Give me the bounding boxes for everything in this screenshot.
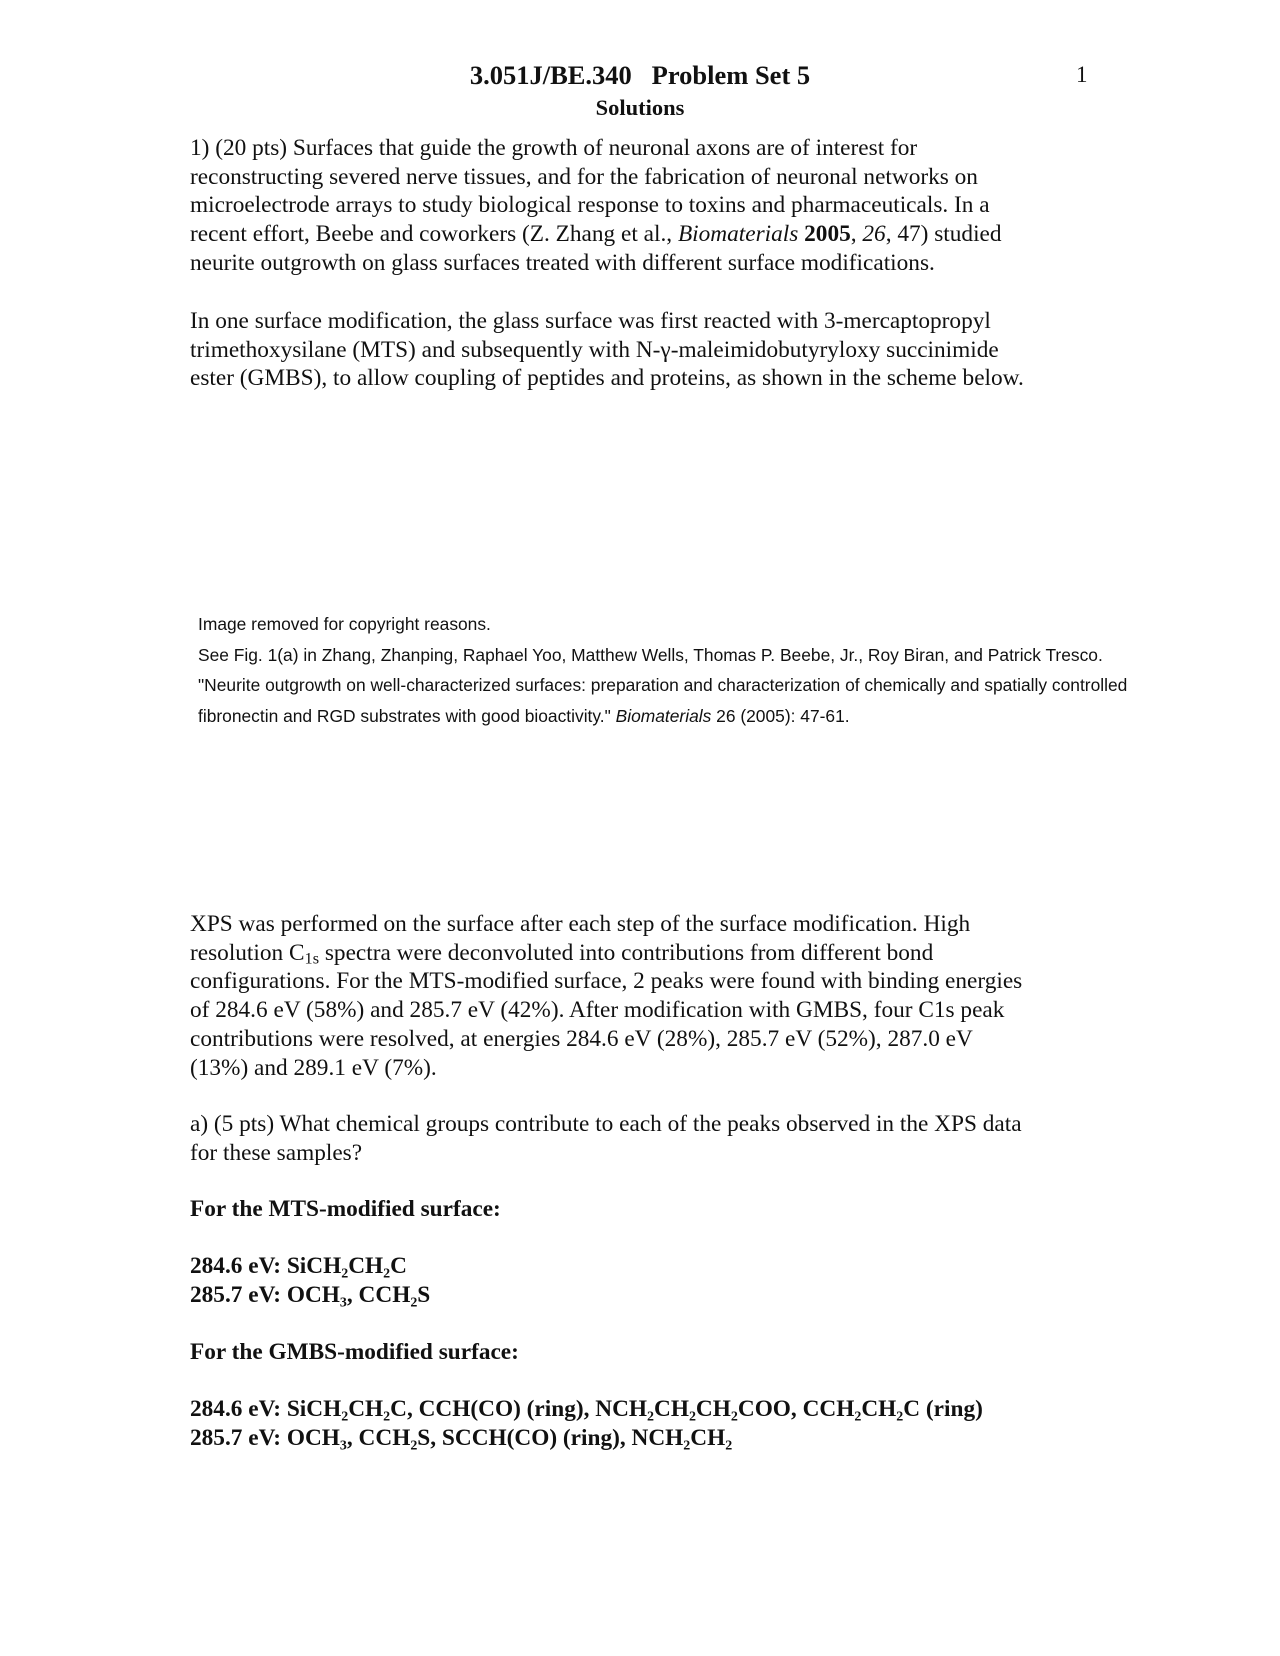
notice-citation-prefix: fibronectin and RGD substrates with good bioactivity." (198, 705, 616, 726)
xps-line: XPS was performed on the surface after each step of the surface modification. High (190, 911, 971, 937)
modification-paragraph (190, 307, 1090, 393)
xps-line-suffix: spectra were deconvoluted into contributions from different bond (319, 939, 934, 966)
xps-line: contributions were resolved, at energies 284.6 eV (28%), 285.7 eV (52%), 287.0 eV (190, 1025, 973, 1052)
page-subtitle: Solutions (595, 95, 685, 120)
intro-line-citation (190, 220, 1090, 249)
xps-line: of 284.6 eV (58%) and 285.7 eV (42%). After modification with GMBS, four C1s peak (190, 997, 1005, 1024)
modification-line: ester (GMBS), to allow coupling of peptides and proteins, as shown in the scheme below. (190, 365, 1024, 392)
citation-suffix: , 47) studied (885, 221, 1002, 248)
page-title: 3.051J/BE.340 Problem Set 5 (469, 60, 811, 90)
citation-separator: , (850, 221, 863, 248)
intro-line: 1) (20 pts) Surfaces that guide the growth of neuronal axons are of interest for (190, 135, 918, 161)
page-number: 1 (1076, 62, 1088, 87)
mts-peak-284: 284.6 eV: SiCH₂CH₂C (190, 1253, 407, 1279)
gmbs-peak-284: 284.6 eV: SiCH₂CH₂C, CCH(CO) (ring), NCH₂CH₂CH₂COO, CCH₂CH₂C (ring) (190, 1396, 983, 1422)
mts-peak-285: 285.7 eV: OCH₃, CCH₂S (190, 1282, 431, 1308)
image-removed-notice (198, 609, 1127, 731)
intro-paragraph (190, 134, 1090, 278)
intro-line: reconstructing severed nerve tissues, and for the fabrication of neuronal networks on (190, 163, 978, 190)
mts-heading: For the MTS-modified surface: (190, 1196, 501, 1222)
question-line: a) (5 pts) What chemical groups contribute to each of the peaks observed in the XPS data (190, 1111, 1022, 1137)
notice-line: "Neurite outgrowth on well-characterized surfaces: preparation and characterization of chemically and spatially controlled (198, 675, 1128, 695)
modification-line: In one surface modification, the glass surface was first reacted with 3-mercaptopropyl (190, 308, 991, 334)
xps-line: (13%) and 289.1 eV (7%). (190, 1054, 437, 1081)
journal-name: Biomaterials (677, 221, 799, 248)
gmbs-heading: For the GMBS-modified surface: (190, 1339, 519, 1365)
notice-journal-name: Biomaterials (615, 705, 712, 726)
intro-line: neurite outgrowth on glass surfaces treated with different surface modifications. (190, 249, 935, 276)
notice-citation-suffix: 26 (2005): 47-61. (711, 705, 850, 726)
citation-prefix: recent effort, Beebe and coworkers (Z. Zhang et al., (190, 221, 678, 248)
intro-line: microelectrode arrays to study biological response to toxins and pharmaceuticals. In a (190, 192, 990, 219)
notice-line: Image removed for copyright reasons. (198, 614, 491, 634)
xps-line: configurations. For the MTS-modified surface, 2 peaks were found with binding energies (190, 968, 1023, 995)
part-a-question (190, 1110, 1090, 1167)
notice-line: See Fig. 1(a) in Zhang, Zhanping, Raphael Yoo, Matthew Wells, Thomas P. Beebe, Jr., Roy Biran, and Patrick Tresco. (198, 644, 1103, 665)
citation-year: 2005 (804, 221, 851, 248)
xps-line-prefix: resolution C (190, 939, 305, 966)
gmbs-peak-285: 285.7 eV: OCH₃, CCH₂S, SCCH(CO) (ring), NCH₂CH₂ (190, 1425, 733, 1451)
question-line: for these samples? (190, 1139, 363, 1166)
notice-line-citation (198, 701, 1127, 732)
xps-paragraph (190, 910, 1090, 1082)
c1s-subscript: 1s (304, 947, 320, 967)
citation-volume: 26 (862, 221, 886, 248)
modification-line: trimethoxysilane (MTS) and subsequently with N-γ-maleimidobutyryloxy succinimide (190, 336, 999, 363)
xps-line-c1s (190, 939, 1090, 968)
